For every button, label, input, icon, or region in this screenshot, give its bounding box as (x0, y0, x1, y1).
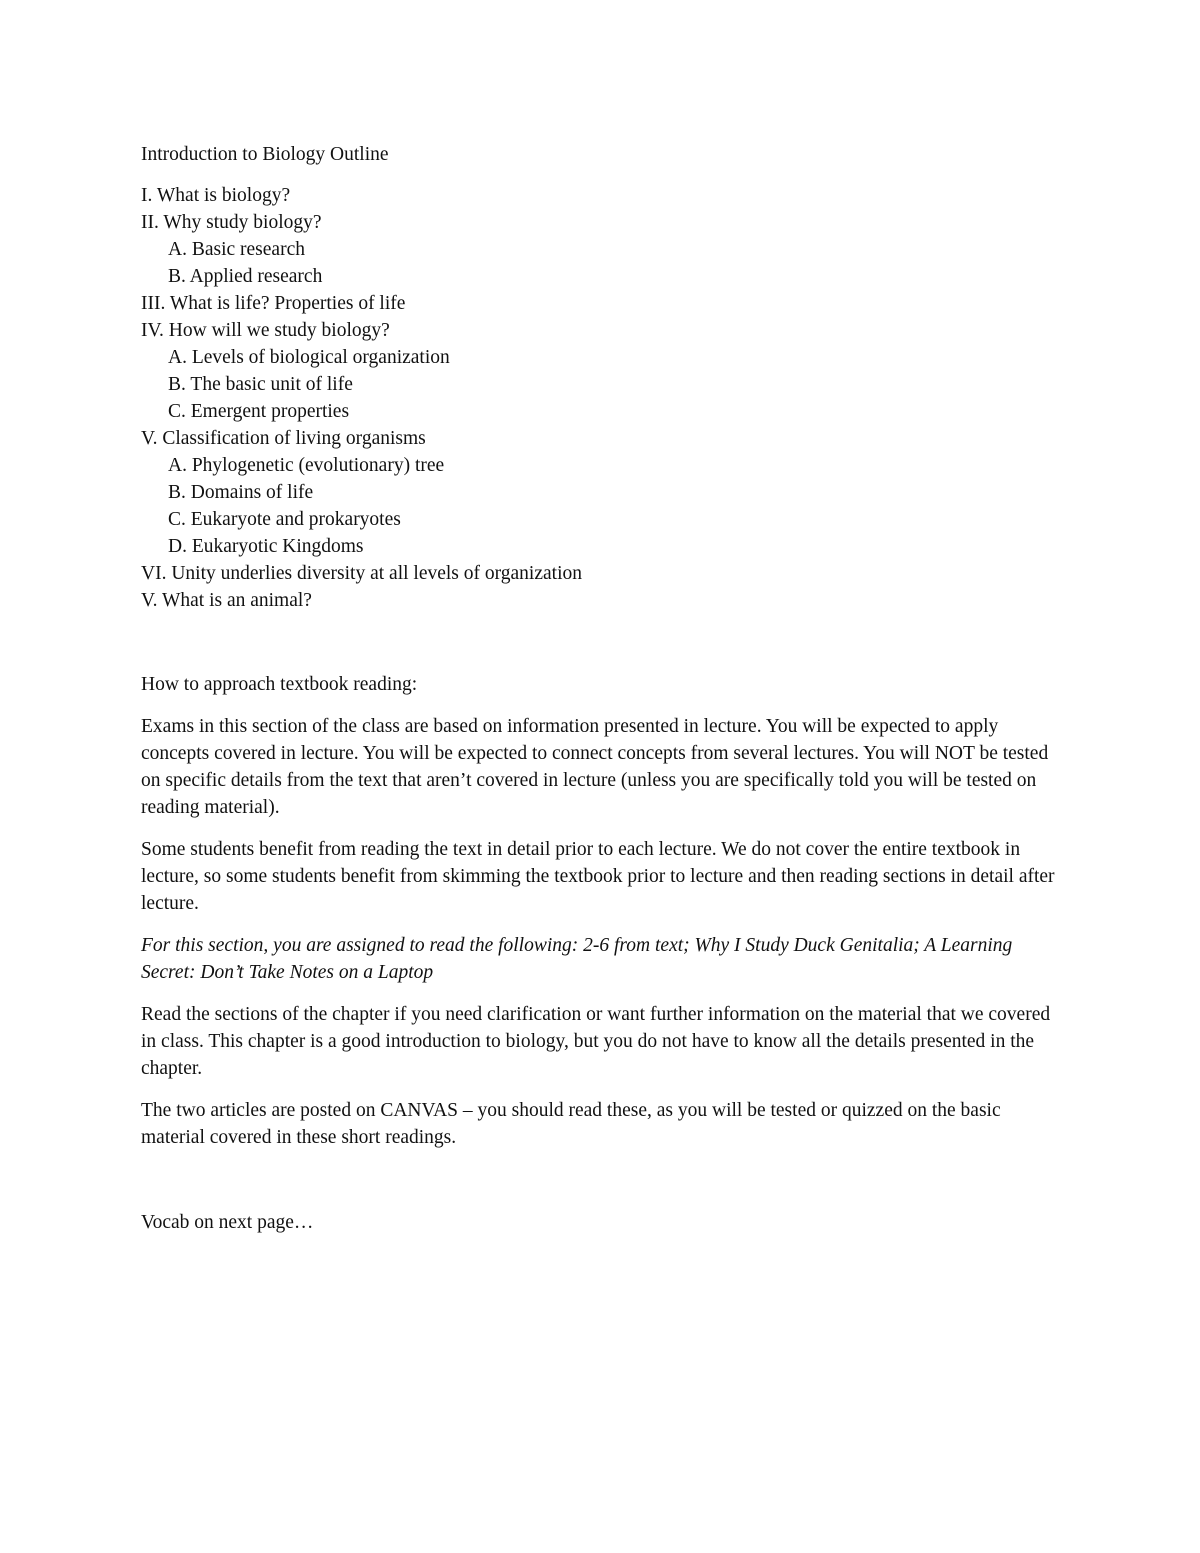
outline-subitem: A. Basic research (168, 239, 305, 260)
assigned-reading-paragraph: For this section, you are assigned to read the following: 2-6 from text; Why I Study Duck Genitalia; A Learning Secret: Don’t Take Notes on a Laptop (141, 935, 1013, 983)
outline-subitem: B. Domains of life (168, 482, 314, 503)
outline-item: II. Why study biology? (141, 212, 322, 233)
outline-subitem: D. Eukaryotic Kingdoms (168, 536, 364, 557)
outline-subitem: A. Phylogenetic (evolutionary) tree (168, 455, 445, 476)
vocab-next-page-note: Vocab on next page… (141, 1212, 314, 1233)
outline-subitem: C. Emergent properties (168, 401, 350, 422)
outline-subitem: C. Eukaryote and prokaryotes (168, 509, 401, 530)
outline-subitem: A. Levels of biological organization (168, 347, 450, 368)
outline-subitem: B. Applied research (168, 266, 323, 287)
chapter-clarification-paragraph: Read the sections of the chapter if you need clarification or want further information on the material that we covered in class. This chapter is a good introduction to biology, but you do not have to know all the details presented in the chapter. (141, 1004, 1051, 1079)
outline-item: III. What is life? Properties of life (141, 293, 406, 314)
outline-item: V. What is an animal? (141, 590, 312, 611)
reading-strategy-paragraph: Some students benefit from reading the text in detail prior to each lecture. We do not cover the entire textbook in lecture, so some students benefit from skimming the textbook prior to lecture and then reading sections in detail after lecture. (141, 839, 1055, 914)
exam-info-paragraph: Exams in this section of the class are based on information presented in lecture. You will be expected to apply concepts covered in lecture. You will be expected to connect concepts from several lectures. You will NOT be tested on specific details from the text that aren’t covered in lecture (unless you are specifically told you will be tested on reading material). (141, 716, 1049, 818)
outline-subitem: B. The basic unit of life (168, 374, 353, 395)
document-title: Introduction to Biology Outline (141, 144, 389, 165)
course-outline (141, 182, 582, 614)
outline-item: V. Classification of living organisms (141, 428, 426, 449)
reading-heading: How to approach textbook reading: (141, 674, 418, 695)
outline-item: IV. How will we study biology? (141, 320, 390, 341)
outline-item: VI. Unity underlies diversity at all levels of organization (141, 563, 582, 584)
outline-item: I. What is biology? (141, 185, 291, 206)
reading-guidance-section (141, 671, 1056, 1166)
canvas-articles-paragraph: The two articles are posted on CANVAS – you should read these, as you will be tested or quizzed on the basic material covered in these short readings. (141, 1100, 1001, 1148)
